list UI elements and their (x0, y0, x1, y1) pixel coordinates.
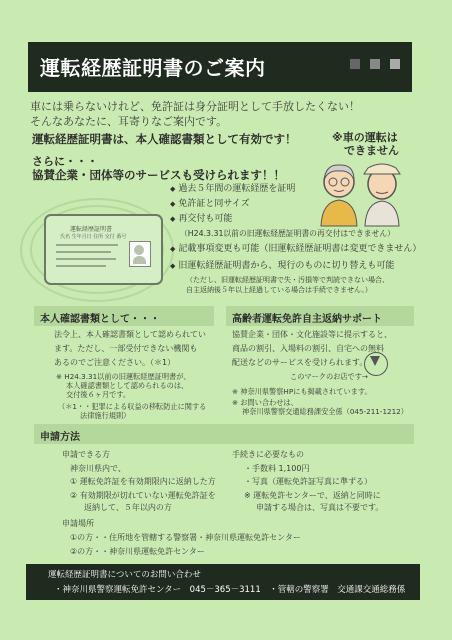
support-section-line: 商品の割引、入場料の割引、自宅への無料 (232, 344, 384, 353)
feature-item: ◆ 旧運転経歴証明書から、現行のものに切り替えも可能 (170, 261, 395, 271)
apply-need-heading: 手続きに必要なもの (232, 450, 304, 459)
id-section-line: あるのでご注意ください。（＊1） (54, 358, 176, 367)
id-section-note: ※ H24.3.31以前の旧運転経歴証明書が、 (56, 372, 191, 381)
no-driving-note (332, 131, 424, 157)
id-section-note: （＊1・・犯罪による収益の移転防止に関する (58, 402, 207, 411)
footer-heading: 運転経歴証明書についてのお問い合わせ (48, 570, 201, 580)
square-icon (370, 59, 380, 69)
feature-item: ◆ 再交付も可能 (170, 214, 233, 224)
square-icon (350, 59, 360, 69)
note-line: できません (344, 144, 399, 157)
page-title: 運転経歴証明書のご案内 (40, 56, 266, 80)
headline-valid-id: 運転経歴証明書は、本人確認書類として有効です！ (32, 132, 297, 146)
license-card-subtitle: 氏名 生年月日 住所 交付 番号 (60, 234, 127, 240)
lead-line: そんなあなたに、耳寄りなご案内です。 (30, 115, 228, 128)
id-section-line: 法令上、本人確認書類として認められてい (54, 330, 206, 339)
mark-label: このマークのお店です→ (290, 372, 368, 381)
apply-who-line: 返納して、５年以内の方 (84, 503, 172, 512)
feature-item: ◆ 記載事項変更も可能（旧運転経歴証明書は変更できません） (170, 244, 422, 254)
feature-item: ◆ 免許証と同サイズ (170, 199, 250, 209)
photo-icon (129, 241, 151, 267)
contact-footer (26, 564, 420, 600)
headline-services: 協賛企業・団体等のサービスも受けられます！！ (32, 168, 285, 182)
support-section-line: 協賛企業・団体・文化施設等に提示すると、 (232, 330, 392, 339)
support-section-note: ※ 神奈川県警察HPにも掲載されています。 (232, 387, 372, 396)
lead-text (30, 99, 415, 129)
apply-need-line: ・手数料 1,100円 (244, 464, 310, 473)
feature-item: ◆ 過去５年間の運転経歴を証明 (170, 184, 296, 194)
feature-note: （ただし、旧運転経歴証明書で失・汚損等で判読できない場合、 (186, 276, 389, 284)
feature-note: 自主返納後５年以上経過している場合は手続できません。） (186, 286, 372, 294)
headline-furthermore: さらに・・・ (32, 155, 98, 168)
card-line (56, 265, 106, 267)
square-icon (390, 59, 400, 69)
decorative-squares (350, 59, 400, 69)
support-section-note: 神奈川県警察交通総務課安全係（045-211-1212） (242, 407, 408, 416)
note-line: ※車の運転は (332, 131, 398, 144)
id-section-line: ます。ただし、一部受付できない機関も (54, 344, 198, 353)
apply-who-line: ① 運転免許証を有効期限内に返納した方 (70, 477, 216, 486)
apply-who-line: 神奈川県内で、 (70, 464, 126, 473)
id-section-note: 交付後６ヶ月です。 (66, 390, 131, 399)
footer-contacts: ・神奈川県警察運転免許センター 045－365－3111 ・管轄の警察署 交通課交通総務係 (54, 585, 406, 595)
license-card-title: 運転経歴証明書 (70, 226, 113, 233)
apply-place-line: ②の方・・神奈川県運転免許センター (70, 547, 205, 556)
apply-who-line: ② 有効期限が切れていない運転免許証を (70, 491, 216, 500)
apply-need-line: 申請する場合は、写真は不要です。 (256, 503, 384, 512)
support-mark-icon (364, 352, 388, 376)
feature-note: （H24.3.31以前の旧運転経歴証明書の再交付はできません） (180, 229, 395, 238)
apply-need-line: ・写真（運転免許証写真に準ずる） (244, 477, 372, 486)
apply-need-line: ※ 運転免許センターで、返納と同時に (244, 491, 381, 500)
apply-who-heading: 申請できる方 (62, 450, 110, 459)
id-section-heading: 本人確認書類として・・・ (34, 306, 214, 326)
card-line (56, 251, 111, 253)
card-line (56, 244, 118, 246)
support-section-line: 配送などのサービスを受けられます。 (232, 358, 368, 367)
lead-line: 車には乗らないけれど、免許証は身分証明として手放したくない！ (30, 100, 360, 113)
support-section-note: ※ お問い合わせは、 (232, 398, 298, 407)
id-section-note: 法律施行規則） (80, 411, 131, 420)
apply-place-line: ①の方・・住所地を管轄する警察署・神奈川県運転免許センター (70, 533, 301, 542)
title-banner (28, 42, 412, 92)
license-card-illustration (44, 214, 163, 285)
support-section-heading: 高齢者運転免許自主返納サポート (226, 306, 414, 326)
id-section-note: 本人確認書類として認められるのは、 (66, 381, 189, 390)
card-line (56, 258, 116, 260)
elderly-couple-illustration (304, 158, 414, 228)
apply-section-heading: 申請方法 (34, 424, 414, 444)
apply-place-heading: 申請場所 (62, 519, 94, 528)
